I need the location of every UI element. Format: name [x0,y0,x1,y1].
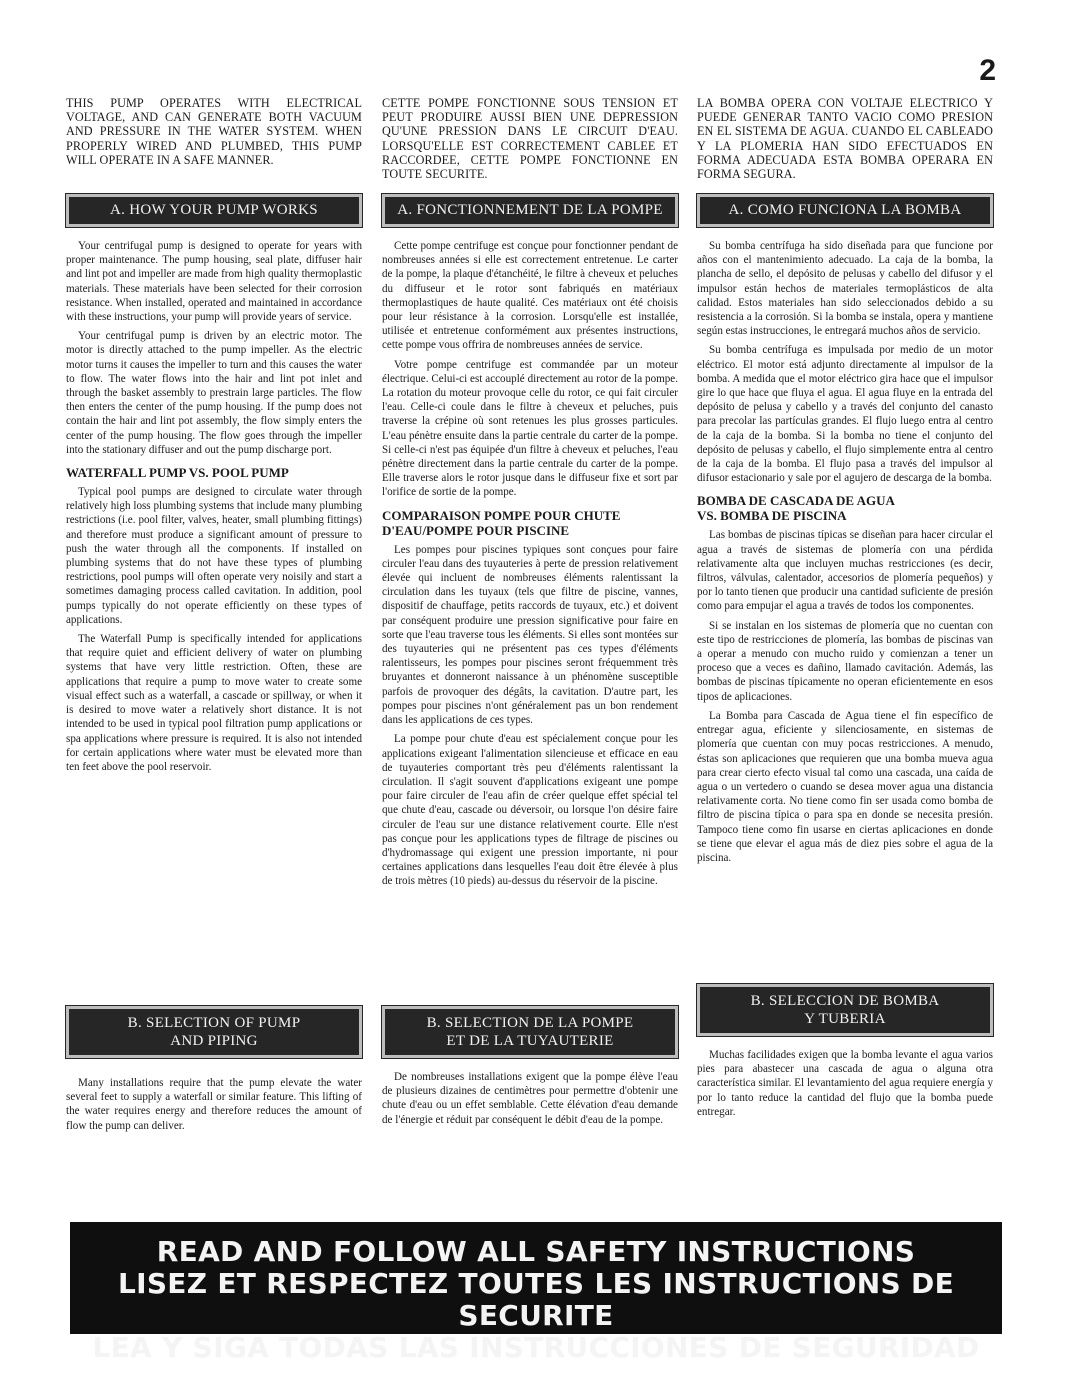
banner-line-french: LISEZ ET RESPECTEZ TOUTES LES INSTRUCTIONS DE SECURITE [117,1267,955,1332]
spanish-paragraph: Las bombas de piscinas típicas se diseñan para hacer circular el agua a través de sistemas de plomería con una pérdida relativamente alta que incluyen muchas restricciones (es decir, filtros, válvulas, calentador, accesorios de plomería pequeños) y por lo tanto tienen que producir una cantidad suficiente de presión como para empujar el agua a través de todos los componentes. [697,529,993,613]
french-subheading-line: COMPARAISON POMPE POUR CHUTE [382,507,621,523]
french-subheading-line: D'EAU/POMPE POUR PISCINE [382,522,570,538]
french-section-b [382,1006,678,1132]
spanish-subheading-line: BOMBA DE CASCADA DE AGUA [697,493,895,509]
french-paragraph: Les pompes pour piscines typiques sont conçues pour faire circuler l'eau dans des tuyauteries à perte de pression relativement élevée qui incluent de nombreuses éléments ralentissant la circulation dans les tuyaux (tels que filtre de piscine, vannes, dispositif de chauffage, petits raccords de tuyaux, etc.) et doivent par conséquent produire une pression significative pour faire en sorte que l'eau traverse tous les éléments. Si elles sont montées sur des tuyauteries qui ne présentent pas ces types d'éléments ralentisseurs, les pompes pour piscines seront fréquemment très bruyantes et donneront naissance à un phénomène susceptible parfois de provoquer des dégâts, la cavitation. D'autre part, les pompes pour piscines n'ont généralement pas un bon rendement dans les applications de ces types. [382,543,678,727]
french-subheading [382,508,678,538]
english-intro: THIS PUMP OPERATES WITH ELECTRICAL VOLTAGE, AND CAN GENERATE BOTH VACUUM AND PRESSURE IN THE WATER SYSTEM. WHEN PROPERLY WIRED AND PLUMBED, THIS PUMP WILL OPERATE IN A SAFE MANNER. [66,96,362,167]
english-paragraph: Your centrifugal pump is driven by an electric motor. The motor is directly attached to the pump impeller. As the electric motor turns it causes the impeller to turn and this causes the water to flow. The water flows into the hair and lint pot inlet and through the basket assembly to prestrain large particles. The flow then enters the center of the pump housing. If the pump does not contain the hair and lint pot assembly, the flow simply enters the center of the pump housing. The flow goes through the impeller into the stationary diffuser and out the pump discharge port. [66,330,362,456]
spanish-heading-seleccion-bomba [697,984,993,1036]
french-paragraph: Votre pompe centrifuge est commandée par un moteur électrique. Celui-ci est accouplé directement au rotor de la pompe. La rotation du moteur provoque celle du rotor, ce qui fait circuler l'eau. Celle-ci coule dans le filtre à cheveux et peluches, puis traverse la crépine où sont retenues les plus grosses particules. L'eau pénètre ensuite dans la partie centrale du carter de la pompe. Si celle-ci n'est pas équipée d'un filtre à cheveux et peluches, l'eau pénètre directement dans la partie centrale du carter de la pompe. Elle traverse alors le rotor jusque dans le diffuseur fixe et sort par l'orifice de sortie de la pompe. [382,358,678,499]
french-heading-fonctionnement: A. FONCTIONNEMENT DE LA POMPE [382,194,678,227]
english-paragraph: Your centrifugal pump is designed to operate for years with proper maintenance. The pump housing, seal plate, diffuser hair and lint pot and impeller are made from high quality thermoplastic materials. These materials have been selected for their corrosion resistance. When installed, operated and maintained in accordance with these instructions, your pump will provide years of service. [66,240,362,324]
french-intro: CETTE POMPE FONCTIONNE SOUS TENSION ET PEUT PRODUIRE AUSSI BIEN UNE DEPRESSION QU'UNE PRESSION DANS LE CIRCUIT D'EAU. LORSQU'ELLE EST CORRECTEMENT CABLEE ET RACCORDEE, CETTE POMPE FONCTIONNE EN TOUTE SECURITE. [382,96,678,182]
english-heading-selection-of-pump [66,1006,362,1058]
spanish-subheading [697,493,993,523]
french-column [382,96,678,894]
spanish-subheading-line: VS. BOMBA DE PISCINA [697,508,847,524]
spanish-heading-line: Y TUBERIA [804,1011,886,1027]
spanish-paragraph: Muchas facilidades exigen que la bomba levante el agua varios pies para abastecer una cascada de agua o alguna otra característica similar. El levantamiento del agua requiere energía y por lo tanto reduce la cantidad del flujo que la bomba puede entregar. [697,1049,993,1118]
french-paragraph: De nombreuses installations exigent que la pompe élève l'eau de plusieurs dizaines de centimètres pour permettre d'obtenir une chute d'eau ou un effet semblable. Cette élévation d'eau demande de l'énergie et réduit par conséquent le débit d'eau de la pompe. [382,1071,678,1126]
spanish-heading-como-funciona: A. COMO FUNCIONA LA BOMBA [697,194,993,227]
safety-instructions-banner [70,1222,1002,1364]
english-heading-line: AND PIPING [170,1033,258,1049]
french-paragraph: Cette pompe centrifuge est conçue pour fonctionner pendant de nombreuses années si elle est correctement entretenue. Le carter de la pompe, la plaque d'étanchéité, le filtre à cheveux et peluches du diffuseur et le rotor sont fabriqués en matériaux thermoplastiques de haute qualité. Ces matériaux ont été choisis pour leur résistance à la corrosion. Lorsqu'elle est installée, utilisée et entretenue conformément aux présentes instructions, cette pompe vous offrira de nombreuses années de service. [382,240,678,352]
french-heading-selection-pompe [382,1006,678,1058]
french-paragraph: La pompe pour chute d'eau est spécialement conçue pour les applications exigeant l'alimentation silencieuse et efficace en eau de tuyauteries comportant très peu d'éléments ralentissant la circulation. Il s'agit souvent d'applications exigeant une pompe pour faire circuler de l'eau afin de créer quelque effet spécial tel que chute d'eau, cascade ou déversoir, ou lorsque l'on désire faire circuler de l'eau sur une distance relativement courte. Elle n'est pas conçue pour les applications types de filtrage de piscines ou d'hydromassage qui exigent une pression importante, ni pour certaines applications dans lesquelles l'eau doit être élevée à plus de trois mètres (10 pieds) au-dessus du réservoir de la piscine. [382,733,678,888]
spanish-section-b [697,984,993,1124]
spanish-heading-line: B. SELECCION DE BOMBA [750,993,940,1009]
english-section-b [66,1006,362,1138]
french-heading-line: ET DE LA TUYAUTERIE [446,1033,614,1049]
english-heading-how-pump-works: A. HOW YOUR PUMP WORKS [66,194,362,227]
english-heading-line: B. SELECTION OF PUMP [127,1015,301,1031]
french-heading-line: B. SELECTION DE LA POMPE [426,1015,634,1031]
spanish-intro: LA BOMBA OPERA CON VOLTAJE ELECTRICO Y PUEDE GENERAR TANTO VACIO COMO PRESION EN EL SISTEMA DE AGUA. CUANDO EL CABLEADO Y LA PLOMERIA HAN SIDO EFECTUADOS EN FORMA ADECUADA ESTA BOMBA OPERARA EN FORMA SEGURA. [697,96,993,182]
english-column [66,96,362,779]
spanish-paragraph: La Bomba para Cascada de Agua tiene el fin específico de entregar agua, eficiente y silenciosamente, en sistemas de plomería que cuentan con muy pocas restricciones. A menudo, éstas son aplicaciones que requieren que una bomba mueva agua para crear cierto efecto visual tal como una cascada, una caída de agua o un vertedero o cuando se desea mover agua una distancia relativamente corta. No tiene como fin ser usada como bomba de filtro de piscina típica o para spa en donde se necesita presión. Tampoco tiene como fin usarse en ciertas aplicaciones en donde se tiene que elevar el agua más de diez pies sobre el agua de la piscina. [697,709,993,864]
page-number: 2 [979,54,996,87]
spanish-column [697,96,993,870]
english-paragraph: Many installations require that the pump elevate the water several feet to supply a waterfall or similar feature. This lifting of the water requires energy and therefore reduces the amount of flow the pump can deliver. [66,1077,362,1132]
english-subheading: WATERFALL PUMP VS. POOL PUMP [66,465,289,481]
english-paragraph: The Waterfall Pump is specifically intended for applications that require quiet and efficient delivery of water on plumbing systems that have very little restriction. Often, these are applications that require a pump to move water to create some visual effect such as a waterfall, a cascade or spillway, or when it is desired to move water a relatively short distance. It is not intended to be used in typical pool filtration pump applications or spa applications where pressure is required. It is also not intended for certain applications where water must be elevated more than ten feet above the pool reservoir. [66,633,362,773]
banner-line-spanish: LEA Y SIGA TODAS LAS INSTRUCCIONES DE SEGURIDAD [92,1331,980,1364]
banner-line-english: READ AND FOLLOW ALL SAFETY INSTRUCTIONS [156,1235,916,1268]
spanish-paragraph: Si se instalan en los sistemas de plomería que no cuentan con este tipo de restricciones de plomería, las bombas de piscinas van a operar a menudo con mucho ruido y comienzan a tener un proceso que a veces es dañino, llamado cavitación. Además, las bombas de piscinas típicamente no operan eficientemente en esos tipos de aplicaciones. [697,619,993,703]
english-paragraph: Typical pool pumps are designed to circulate water through relatively high loss plumbing systems that include many plumbing restrictions (i.e. pool filter, valves, heater, small plumbing fittings) and therefore must produce a significant amount of pressure to push the water through all the components. If installed on plumbing systems that do not have these types of plumbing restrictions, pool pumps will often operate very noisily and start a sometimes damaging process called cavitation. In addition, pool pumps typically do not operate efficiently on these types of applications. [66,486,362,626]
spanish-paragraph: Su bomba centrífuga es impulsada por medio de un motor eléctrico. El motor está adjunto directamente al impulsor de la bomba. A medida que el motor eléctrico gira hace que el impulsor gire lo que hace que fluya el agua. El agua fluye en la entrada del depósito de pelusa y cabello y a través del conjunto del canasto para precolar las partículas grandes. El flujo luego entra al centro de la caja de la bomba. Si la bomba no tiene el conjunto del depósito de pelusas y cabello, el flujo simplemente entra al centro de la caja de la bomba. El flujo pasa a través del impulsor al difusor estacionario y sale por el agujero de descarga de la bomba. [697,344,993,485]
spanish-paragraph: Su bomba centrífuga ha sido diseñada para que funcione por años con el mantenimiento adecuado. La caja de la bomba, la plancha de sello, el depósito de pelusas y cabello del difusor y el impulsor están hechos de materiales termoplásticos de alta calidad. Estos materiales han sido seleccionados debido a su resistencia a la corrosión. Si la bomba se instala, opera y mantiene según estas instrucciones, le entregará muchos años de servicio. [697,240,993,338]
